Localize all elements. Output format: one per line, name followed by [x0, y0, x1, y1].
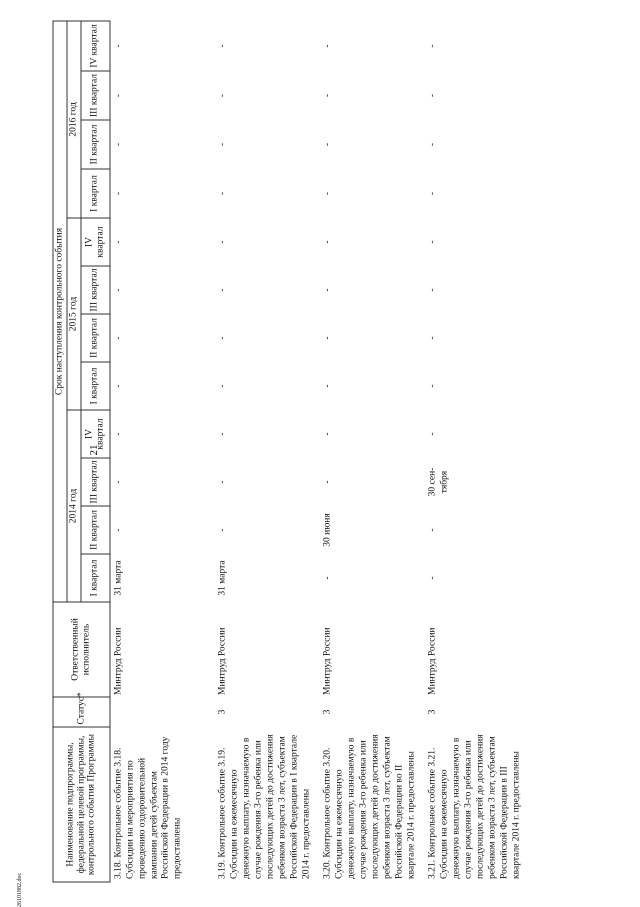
event-term: - [427, 336, 438, 340]
event-term: - [427, 142, 438, 147]
document-code: 26101882.doc [17, 872, 23, 907]
event-term: - [217, 93, 228, 98]
event-term: - [427, 93, 438, 98]
event-term: - [427, 288, 438, 292]
event-term: - [322, 240, 333, 244]
event-term: - [217, 336, 228, 340]
header-quarter: III квартал [81, 458, 110, 506]
event-term: - [322, 576, 333, 580]
event-name: 3.21. Контрольное событие 3.21. Субсидии на ежемесячную денежную выплату, назначаемую в случае рождения 3-го ребенка или последующих детей до достижения ребенком возраста 3 лет, субъектам Российской Федерации в III квартале 2014 г. предоставлены [427, 734, 522, 879]
header-quarter: II квартал [81, 314, 110, 362]
event-name: 3.19. Контрольное событие 3.19. Субсидии на ежемесячную денежную выплату, назначаемую в случае рождения 3-го ребенка или последующих детей до достижения ребенком возраста 3 лет, субъектам Российской Федерации в I квартале 2014 г. предоставлены [217, 734, 312, 879]
event-status: 3 [427, 709, 438, 715]
event-term: - [113, 336, 124, 340]
event-term: - [217, 44, 228, 48]
event-term: - [322, 432, 333, 436]
event-term: - [322, 93, 333, 98]
page-number: 21 [88, 444, 100, 456]
header-quarter: IV квартал [81, 410, 110, 458]
table-row [215, 21, 320, 882]
header-quarter: IV квартал [81, 218, 110, 266]
event-term: 31 марта [217, 560, 228, 596]
event-term: - [113, 44, 124, 48]
event-executor: Минтруд России [322, 627, 333, 695]
header-quarter: III квартал [81, 266, 110, 314]
event-term: - [217, 142, 228, 147]
event-term: - [322, 384, 333, 388]
header-year: 2014 год [67, 410, 81, 602]
event-term: - [217, 432, 228, 436]
event-term: - [113, 528, 124, 532]
event-term: - [217, 191, 228, 196]
event-term: - [217, 528, 228, 532]
table-row [110, 21, 215, 882]
event-term: - [113, 191, 124, 196]
event-term: - [322, 44, 333, 48]
event-term: - [322, 191, 333, 196]
header-year: 2016 год [67, 21, 81, 218]
event-executor: Минтруд России [427, 627, 438, 695]
event-term: - [113, 142, 124, 147]
header-terms: Срок наступления контрольного события [53, 21, 67, 602]
event-term: - [427, 191, 438, 196]
event-name: 3.18. Контрольное событие 3.18. Субсидии на мероприятия по проведению оздоровительной кампании детей субъектам Российской Федерации в 2014 году предоставлены [113, 736, 183, 879]
event-status: 3 [217, 709, 228, 715]
control-events-table [53, 20, 547, 882]
rotated-sheet [53, 23, 588, 883]
event-term: - [113, 288, 124, 292]
event-term: - [322, 336, 333, 340]
event-term: - [322, 288, 333, 292]
event-term: - [322, 480, 333, 484]
event-term: - [113, 384, 124, 388]
event-name: 3.20. Контрольное событие 3.20. Субсидии на ежемесячную денежную выплату, назначаемую в случае рождения 3-го ребенка или последующих детей до достижения ребенком возраста 3 лет, субъектам Российской Федерации во II квартале 2014 г. предоставлены [322, 734, 417, 879]
event-term: - [427, 576, 438, 580]
event-term: - [427, 432, 438, 436]
event-term: - [113, 93, 124, 98]
header-quarter: II квартал [81, 120, 110, 169]
event-term: 30 сен-тября [427, 467, 450, 497]
event-status: 3 [322, 709, 333, 715]
header-quarter: I квартал [81, 362, 110, 410]
table-row [320, 21, 425, 882]
header-quarter: I квартал [81, 169, 110, 218]
event-term: - [322, 142, 333, 147]
header-quarter: II квартал [81, 506, 110, 554]
header-quarter: III квартал [81, 71, 110, 120]
event-term: - [427, 240, 438, 244]
event-term: - [217, 384, 228, 388]
header-quarter: I квартал [81, 554, 110, 602]
event-term: 30 июня [322, 513, 333, 547]
header-name: Наименование подпрограммы, федеральной целевой программы, контрольного события Программы [53, 727, 110, 882]
header-executor: Ответственный исполнитель [53, 602, 110, 697]
event-executor: Минтруд России [113, 627, 124, 695]
event-term: - [427, 528, 438, 532]
header-year: 2015 год [67, 218, 81, 410]
event-status [110, 697, 215, 727]
event-executor: Минтруд России [217, 627, 228, 695]
table-row [425, 21, 547, 882]
event-term: - [217, 480, 228, 484]
event-term: - [113, 480, 124, 484]
event-term: - [217, 240, 228, 244]
header-status: Статус* [53, 697, 110, 727]
event-term: - [113, 240, 124, 244]
event-term: - [427, 44, 438, 48]
event-term: - [427, 384, 438, 388]
event-term: - [113, 432, 124, 436]
event-term: 31 марта [113, 560, 124, 596]
header-quarter: IV квартал [81, 21, 110, 71]
event-term: - [217, 288, 228, 292]
